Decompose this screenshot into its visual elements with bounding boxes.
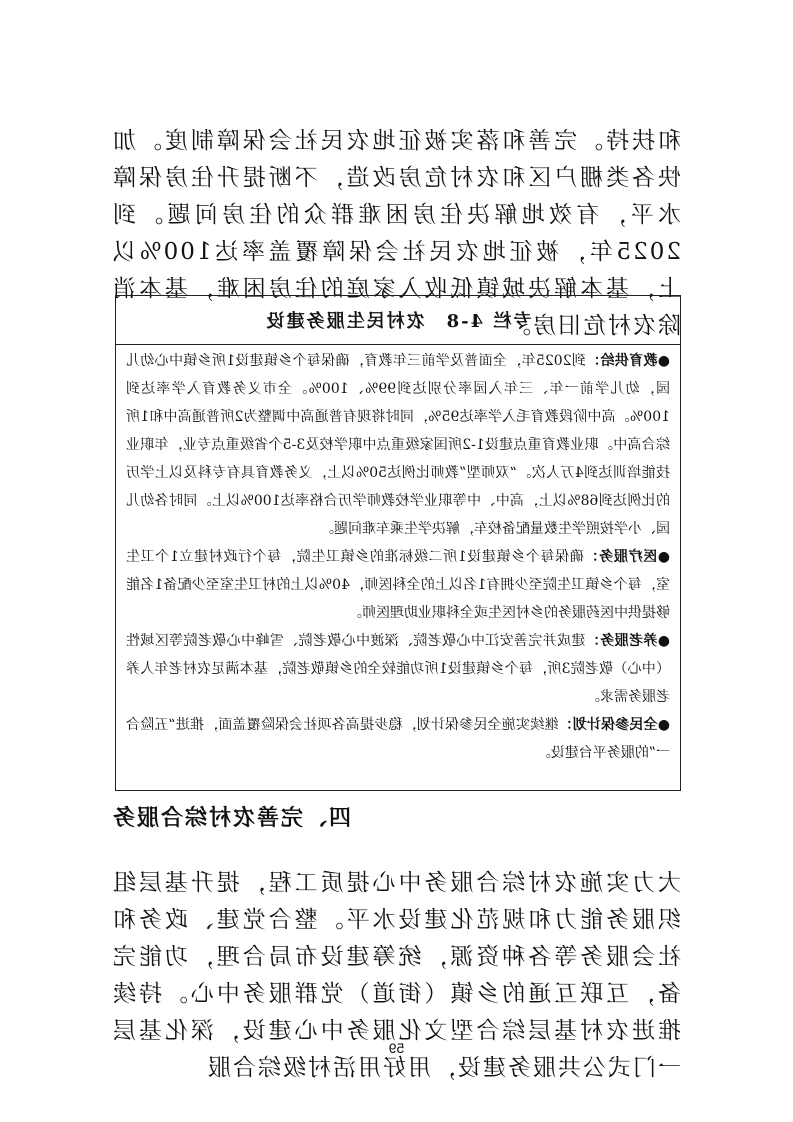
- box-body: [116, 345, 680, 767]
- box-item-medical: [126, 543, 670, 627]
- item-label: 全民参保计划：: [558, 717, 658, 733]
- bullet-icon: ●: [657, 717, 670, 733]
- item-label: 医疗服务：: [583, 549, 658, 565]
- item-label: 教育供给：: [585, 353, 658, 369]
- bullet-icon: ●: [657, 633, 670, 649]
- page-number: 59: [388, 1040, 405, 1056]
- box-item-education: [126, 347, 670, 543]
- feature-box: [115, 295, 681, 791]
- item-text: 确保每个乡镇建设1所二级标准的乡镇卫生院，每个行政村建立1个卫生室，每个乡镇卫生院至少拥有1名以上的全科医师，40%以上的村卫生室至少配备1名能够提供中医药服务的乡村医生或全科职业助理医师。: [125, 549, 670, 621]
- section-heading: 四、完善农村综合服务: [111, 805, 352, 831]
- item-text: 建成并完善安江中心敬老院、深渡中心敬老院、雪峰中心敬老院等区域性（中心）敬老院3所，每个乡镇建设1所功能较全的乡镇敬老院，基本满足农村老年人养老服务需求。: [125, 633, 670, 705]
- box-item-elderly-care: [126, 627, 670, 711]
- bullet-icon: ●: [657, 549, 670, 565]
- closing-paragraph: 大力实施农村综合服务中心提质工程，提升基层组织服务能力和规范化建设水平。整合党建、政务和社会服务等各种资源，统筹建设布局合理，功能完备，互联互通的乡镇（街道）党群服务中心。持续推进农村基层综合型文化服务中心建设，深化基层一门式公共服务建设，用好用活村级综合服: [111, 870, 681, 1081]
- box-title: 专栏 4-8 农村民生服务建设: [116, 296, 680, 345]
- intro-paragraph: 和扶持。完善和落实被征地农民社会保障制度。加快各类棚户区和农村危房改造，不断提升住房保障水平，有效地解决住房困难群众的住房问题。到2025年，被征地农民社会保障覆盖率达100%以上，基本解决城镇低收入家庭的住房困难，基本消除农村危旧房。: [111, 128, 681, 339]
- box-item-insurance: [126, 711, 670, 767]
- item-text: 继续实施全民参保计划，稳步提高各项社会保险覆盖面，推进“五险合一”的服务平台建设。: [125, 717, 670, 761]
- item-label: 养老服务：: [585, 633, 658, 649]
- item-text: 到2025年，全面普及学前三年教育，确保每个乡镇建设1所乡镇中心幼儿园，幼儿学前一年、三年入园率分别达到99%、100%。全市义务教育入学率达到100%。高中阶段教育毛入学率达95%，同时将现有普通高中调整为2所普通高中和1所综合高中。职业教育重点建设1-2所国家级重点中职学校及3-5个省级重点专业，年职业技能培训达到4万人次。“双师型”教师比例达50%以上，义务教育具有专科及以上学历的比例达到68%以上，高中、中等职业学校教师学历合格率达100%以上。同时各幼儿园、小学按照学生数量配备校车，解决学生乘车难问题。: [126, 353, 670, 537]
- bullet-icon: ●: [657, 353, 670, 369]
